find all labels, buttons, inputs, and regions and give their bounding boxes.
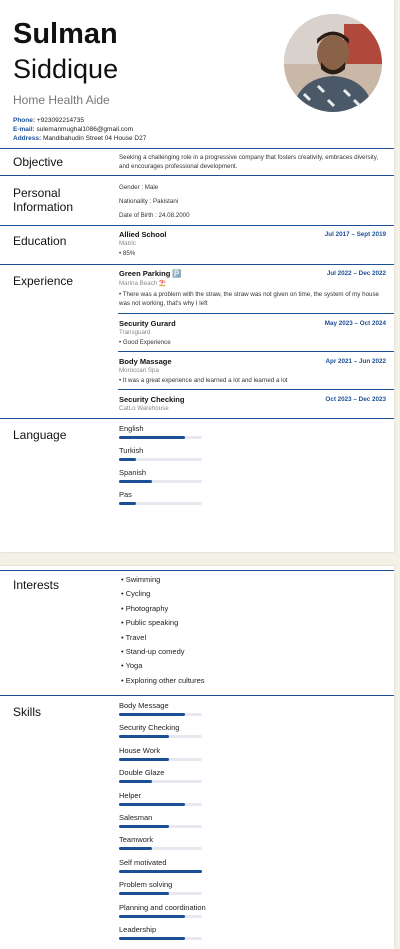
email-line — [13, 126, 133, 133]
skill-name: Teamwork — [119, 835, 154, 845]
skill-name: Body Message — [119, 701, 169, 710]
skill-level-fill — [119, 803, 185, 806]
skill-name: Security Checking — [119, 723, 180, 733]
skill-level-bar — [119, 780, 202, 783]
skill-level-bar — [119, 937, 202, 940]
education-date: Jul 2017 – Sept 2019 — [324, 231, 386, 238]
divider — [0, 570, 394, 571]
skill-level-fill — [119, 780, 152, 783]
lang-level-bar — [119, 502, 202, 505]
interest-item: • Photography — [121, 603, 169, 613]
lang-name: Pas — [119, 490, 132, 499]
skill-level-fill — [119, 735, 169, 738]
divider — [0, 418, 394, 419]
skill-level-fill — [119, 892, 169, 895]
resume-page-2 — [0, 566, 394, 949]
lang-level-fill — [119, 458, 136, 461]
divider — [0, 175, 394, 176]
experience-date: Apr 2021 – Jun 2022 — [325, 358, 386, 365]
profile-photo — [284, 14, 382, 112]
skills-title: Skills — [13, 705, 42, 719]
divider — [0, 264, 394, 265]
skill-level-fill — [119, 937, 185, 940]
date-of-birth: Date of Birth : 24.08.2000 — [119, 212, 190, 219]
experience-title: Experience — [13, 274, 74, 288]
skill-level-bar — [119, 847, 202, 850]
address-label: Address: — [13, 135, 42, 142]
skill-level-fill — [119, 915, 185, 918]
skill-name: Salesman — [119, 813, 153, 822]
email-label: E-mail: — [13, 126, 35, 133]
skill-level-fill — [119, 713, 185, 716]
skill-name: Planning and coordination — [119, 902, 206, 912]
skill-level-fill — [119, 758, 169, 761]
lang-level-fill — [119, 480, 152, 483]
experience-date: Jul 2022 – Dec 2022 — [326, 270, 386, 277]
divider — [0, 148, 394, 149]
phone-line — [13, 117, 84, 124]
gender: Gender : Male — [119, 184, 159, 191]
interest-item: • Swimming — [121, 575, 161, 584]
interest-item: • Travel — [121, 632, 147, 642]
skill-level-bar — [119, 825, 202, 828]
skill-level-bar — [119, 870, 202, 873]
skill-level-fill — [119, 870, 202, 873]
experience-role: Green Parking 🅿️ — [119, 269, 182, 278]
skill-level-bar — [119, 915, 202, 918]
objective-text: Seeking a challenging role in a progressive company that fosters creativity, embraces diversity, and encourages professional development. — [119, 154, 379, 170]
experience-note: • Good Experience — [119, 339, 171, 346]
interest-item: • Exploring other cultures — [121, 675, 205, 685]
divider — [118, 389, 394, 390]
skill-level-fill — [119, 825, 169, 828]
skill-name: Problem solving — [119, 880, 173, 890]
lang-level-fill — [119, 502, 136, 505]
phone-value: +923092214735 — [36, 117, 85, 124]
email-value: sulemanmughal1086@gmail.com — [36, 126, 134, 133]
skill-level-bar — [119, 735, 202, 738]
education-note: • 85% — [119, 250, 136, 257]
lang-name: Spanish — [119, 468, 147, 477]
lang-name: Turkish — [119, 446, 144, 455]
divider — [0, 225, 394, 226]
experience-role: Body Massage — [119, 357, 172, 366]
experience-company: Transguard — [119, 329, 151, 336]
school-name: Allied School — [119, 230, 167, 239]
job-title: Home Health Aide — [13, 93, 110, 107]
lang-level-bar — [119, 436, 202, 439]
experience-company: Moroccan Spa — [119, 367, 159, 374]
divider — [118, 313, 394, 314]
experience-note: • It was a great experience and learned a lot and learned a lot — [119, 377, 288, 384]
experience-role: Security Checking — [119, 395, 185, 404]
skill-level-bar — [119, 892, 202, 895]
skill-name: Leadership — [119, 925, 157, 934]
divider — [118, 351, 394, 352]
interest-item: • Public speaking — [121, 618, 179, 628]
experience-company: Marina Beach ⛱️ — [119, 280, 167, 287]
interests-title: Interests — [13, 578, 60, 592]
interest-item: • Yoga — [121, 661, 143, 671]
interest-item: • Stand-up comedy — [121, 647, 185, 656]
last-name: Siddique — [13, 54, 119, 84]
experience-note: • There was a problem with the straw, the straw was not given on time, the system of my house was not working, that's why I left — [119, 291, 379, 307]
address-line — [13, 135, 146, 142]
nationality: Nationality : Pakistani — [119, 198, 179, 205]
interest-item: • Cycling — [121, 589, 151, 599]
first-name: Sulman — [13, 18, 118, 50]
experience-company: CatLo Warehouse — [119, 405, 169, 412]
lang-name: English — [119, 424, 144, 433]
language-title: Language — [13, 428, 67, 442]
lang-level-bar — [119, 480, 202, 483]
skill-name: House Work — [119, 745, 161, 755]
skill-name: Helper — [119, 790, 142, 800]
skill-name: Self motivated — [119, 857, 167, 867]
experience-role: Security Gurard — [119, 319, 176, 328]
experience-date: Oct 2023 – Dec 2023 — [325, 396, 386, 403]
skill-level-bar — [119, 803, 202, 806]
personal-title: Personal Information — [13, 186, 74, 214]
lang-level-bar — [119, 458, 202, 461]
skill-level-fill — [119, 847, 152, 850]
experience-date: May 2023 – Oct 2024 — [324, 320, 386, 327]
phone-label: Phone: — [13, 117, 36, 124]
divider — [0, 695, 394, 696]
education-title: Education — [13, 234, 67, 248]
skill-level-bar — [119, 713, 202, 716]
lang-level-fill — [119, 436, 185, 439]
education-level: Matric — [119, 240, 136, 247]
skill-level-bar — [119, 758, 202, 761]
objective-title: Objective — [13, 155, 64, 169]
skill-name: Double Glaze — [119, 768, 165, 778]
address-value: Mandibahudin Street 04 House D27 — [43, 135, 147, 142]
